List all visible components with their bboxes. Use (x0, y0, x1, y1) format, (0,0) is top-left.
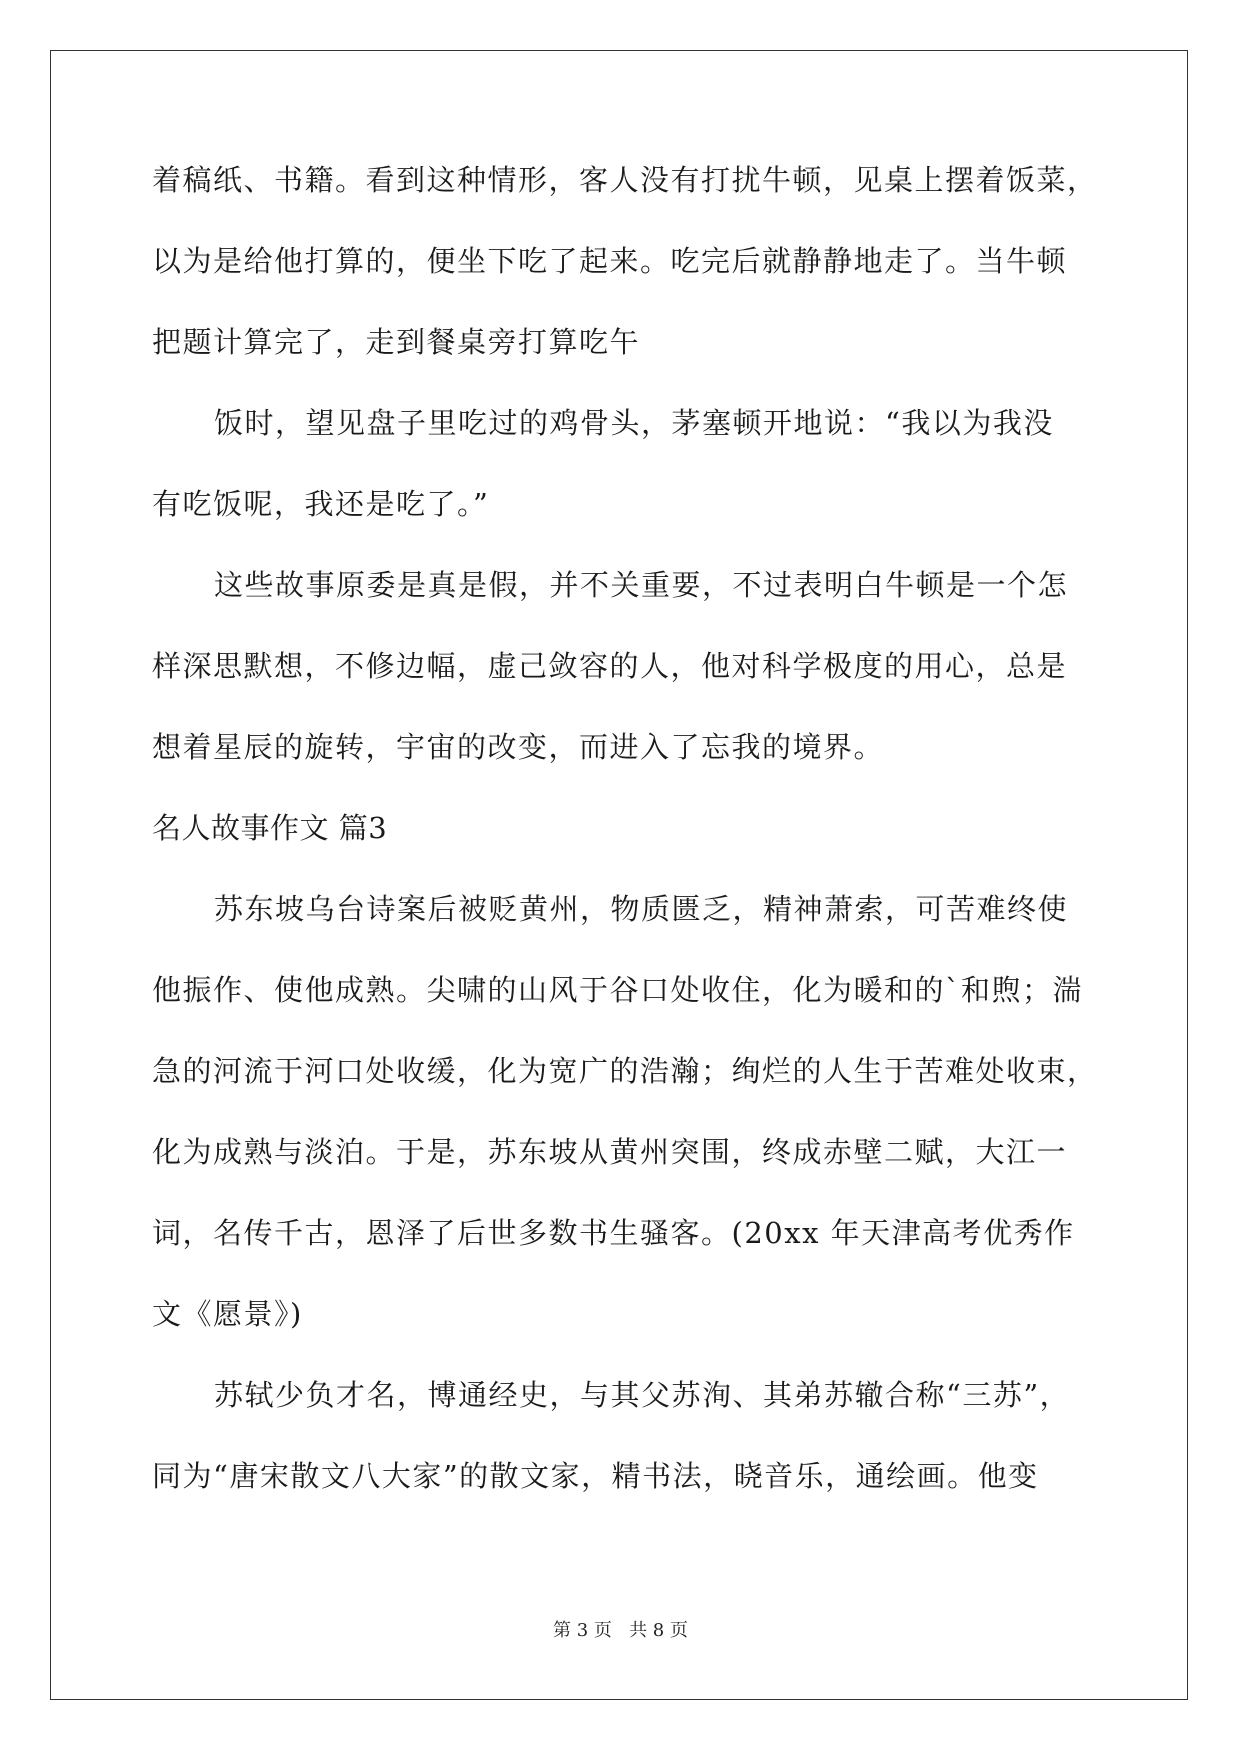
text-line: 同为“唐宋散文八大家”的散文家，精书法，晓音乐，通绘画。他变 (152, 1459, 1039, 1493)
text-line: 苏东坡乌台诗案后被贬黄州，物质匮乏，精神萧索，可苦难终使 (214, 892, 1069, 926)
text-line: 着稿纸、书籍。看到这种情形，客人没有打扰牛顿，见桌上摆着饭菜， (152, 163, 1098, 197)
text-line: 想着星辰的旋转，宇宙的改变，而进入了忘我的境界。 (152, 730, 885, 764)
text-line: 有吃饭呢，我还是吃了。” (152, 487, 490, 521)
text-line: 他振作、使他成熟。尖啸的山风于谷口处收住，化为暖和的`和煦；湍 (152, 973, 1084, 1007)
text-line: 饭时，望见盘子里吃过的鸡骨头，茅塞顿开地说：“我以为我没 (214, 406, 1054, 440)
text-line: 化为成熟与淡泊。于是，苏东坡从黄州突围，终成赤壁二赋，大江一 (152, 1135, 1068, 1169)
text-line: 样深思默想，不修边幅，虚己敛容的人，他对科学极度的用心，总是 (152, 649, 1068, 683)
document-body (152, 160, 1098, 1537)
section-heading: 名人故事作文 篇3 (152, 811, 388, 845)
text-line: 苏轼少负才名，博通经史，与其父苏洵、其弟苏辙合称“三苏”， (214, 1378, 1071, 1412)
text-line: 词，名传千古，恩泽了后世多数书生骚客。(20xx 年天津高考优秀作 (152, 1216, 1075, 1250)
text-line: 把题计算完了，走到餐桌旁打算吃午 (152, 325, 641, 359)
text-line: 这些故事原委是真是假，并不关重要，不过表明白牛顿是一个怎 (214, 568, 1069, 602)
text-line: 文《愿景》) (152, 1297, 303, 1331)
text-line: 以为是给他打算的，便坐下吃了起来。吃完后就静静地走了。当牛顿 (152, 244, 1068, 278)
text-line: 急的河流于河口处收缓，化为宽广的浩瀚；绚烂的人生于苦难处收束， (152, 1054, 1098, 1088)
page-number-footer: 第 3 页 共 8 页 (553, 1620, 688, 1641)
